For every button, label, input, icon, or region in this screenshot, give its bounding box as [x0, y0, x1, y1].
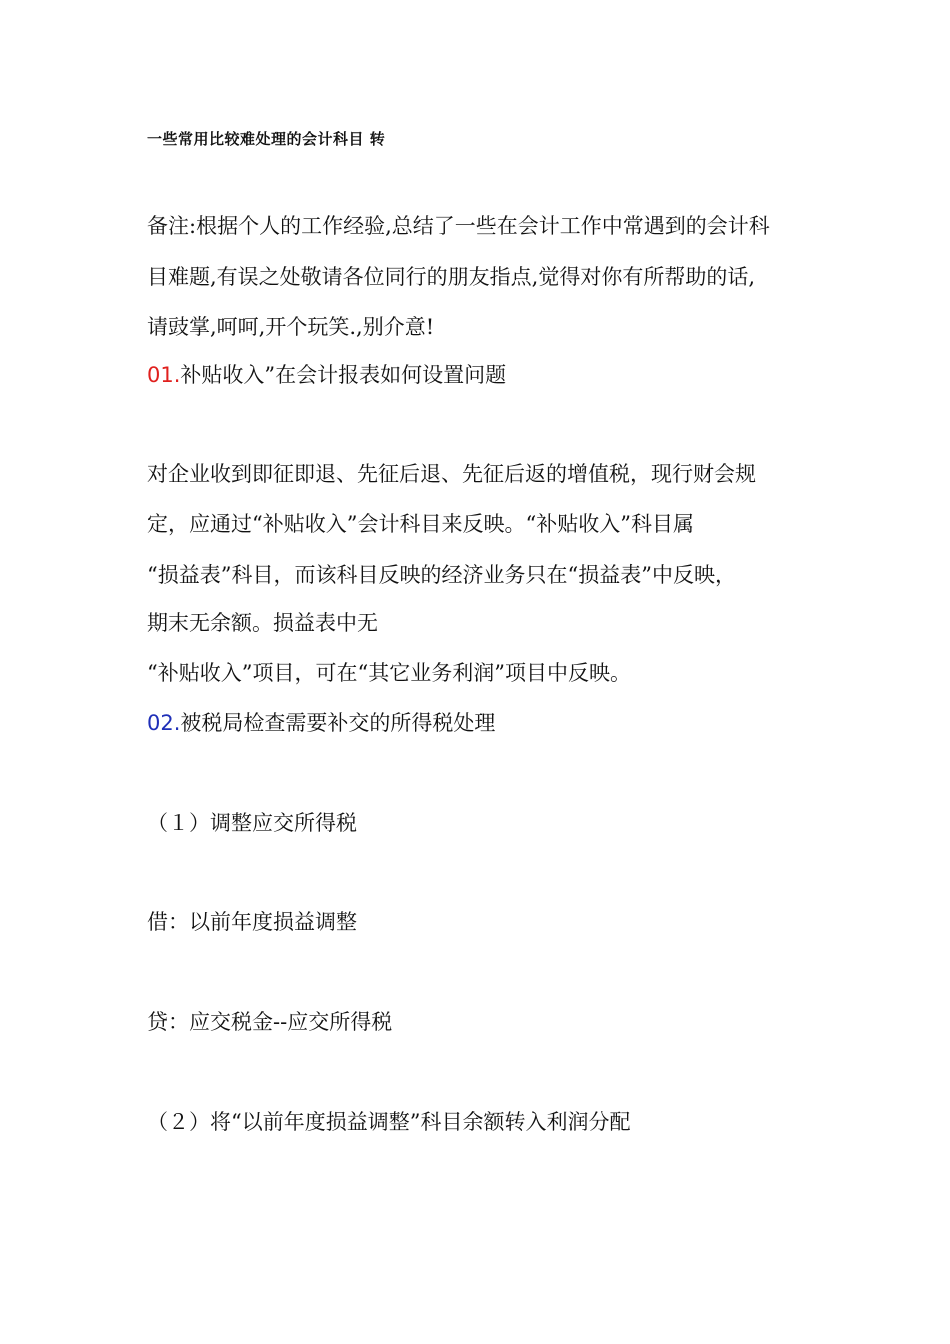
- section2-number: 02.: [147, 711, 181, 735]
- section1-body-line-1: 对企业收到即征即退、先征后退、先征后返的增值税，现行财会规: [147, 462, 756, 486]
- intro-line-3: 请豉掌,呵呵,开个玩笑.,别介意!: [147, 315, 435, 339]
- section1-number: 01.: [147, 363, 181, 387]
- section2-heading: 被税局检查需要补交的所得税处理: [180, 711, 496, 735]
- section1-body-line-5: “补贴收入”项目，可在“其它业务利润”项目中反映。: [147, 661, 631, 685]
- section2-heading-line: [147, 708, 495, 738]
- section2-debit-entry: 借：以前年度损益调整: [147, 910, 357, 934]
- section1-body-line-2: 定，应通过“补贴收入”会计科目来反映。“补贴收入”科目属: [147, 512, 694, 536]
- intro-line-1: 备注:根据个人的工作经验,总结了一些在会计工作中常遇到的会计科: [147, 214, 770, 238]
- section2-credit-entry: 贷：应交税金--应交所得税: [147, 1010, 393, 1034]
- section1-body-line-3: “损益表”科目，而该科目反映的经济业务只在“损益表”中反映，: [147, 563, 736, 587]
- intro-line-2: 目难题,有误之处敬请各位同行的朋友指点,觉得对你有所帮助的话,: [147, 265, 756, 289]
- section2-step2: （２）将“以前年度损益调整”科目余额转入利润分配: [147, 1110, 631, 1134]
- section1-heading-line: [147, 360, 506, 390]
- section1-body-line-4: 期末无余额。损益表中无: [147, 611, 378, 635]
- section1-heading: 补贴收入”在会计报表如何设置问题: [180, 363, 507, 387]
- section2-step1: （１）调整应交所得税: [147, 811, 357, 835]
- document-title: 一些常用比较难处理的会计科目 转: [147, 130, 386, 148]
